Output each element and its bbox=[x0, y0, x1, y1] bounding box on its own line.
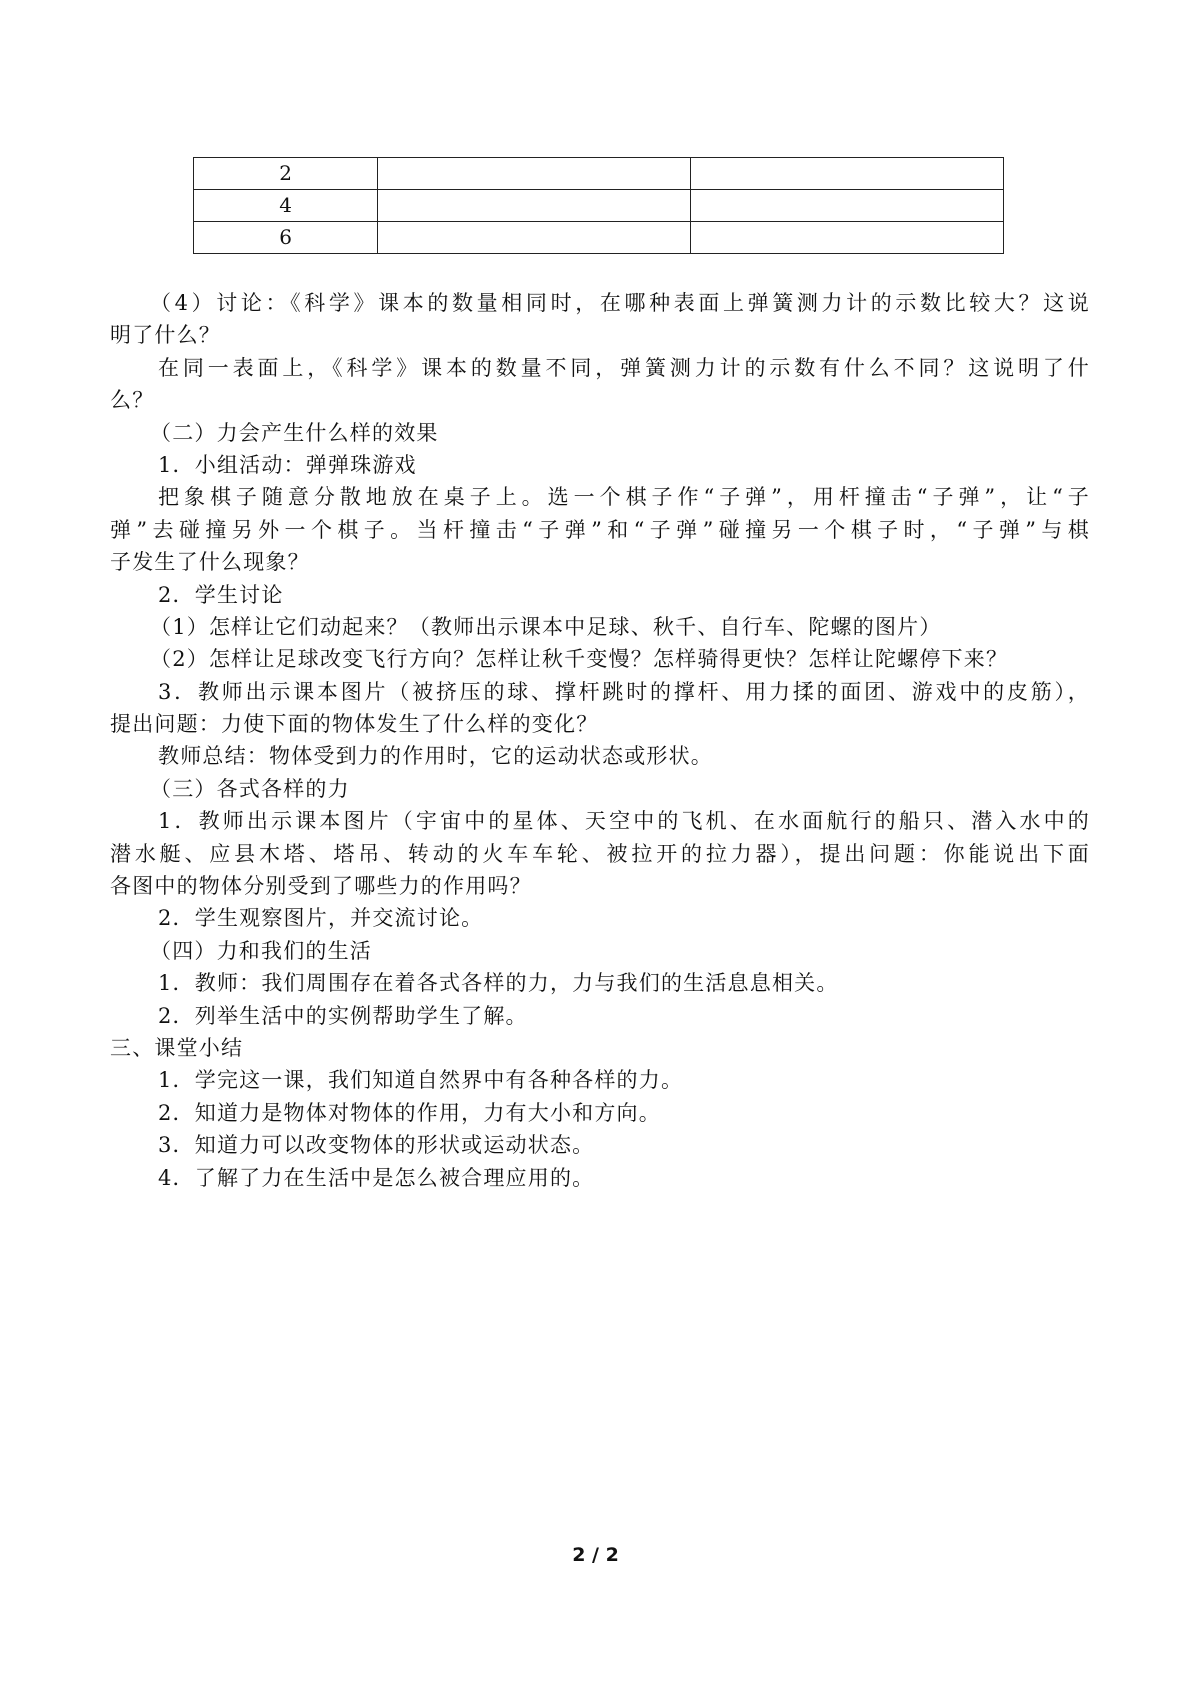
table-row bbox=[194, 158, 1004, 190]
data-table bbox=[193, 157, 1004, 254]
paragraph-line: 么？ bbox=[110, 388, 155, 413]
paragraph-line: 1．小组活动：弹弹珠游戏 bbox=[158, 452, 417, 477]
table-cell bbox=[378, 222, 690, 254]
paragraph-line: 子发生了什么现象？ bbox=[110, 550, 310, 575]
paragraph-line: 潜水艇、应县木塔、塔吊、转动的火车车轮、被拉开的拉力器），提出问题：你能说出下面 bbox=[110, 841, 1090, 866]
body-text bbox=[110, 287, 1090, 1194]
paragraph-line: （2）怎样让足球改变飞行方向？怎样让秋千变慢？怎样骑得更快？怎样让陀螺停下来？ bbox=[150, 647, 1009, 672]
table-cell bbox=[690, 158, 1003, 190]
section-heading: （三）各式各样的力 bbox=[150, 776, 350, 801]
paragraph-line: 在同一表面上，《科学》课本的数量不同，弹簧测力计的示数有什么不同？这说明了什 bbox=[158, 355, 1090, 380]
table-cell-count: 6 bbox=[194, 222, 378, 254]
page-number: 2 / 2 bbox=[572, 1544, 619, 1566]
table-cell bbox=[690, 190, 1003, 222]
summary-item: 1．学完这一课，我们知道自然界中有各种各样的力。 bbox=[158, 1068, 684, 1093]
table-cell bbox=[378, 158, 690, 190]
section-heading: （二）力会产生什么样的效果 bbox=[150, 420, 439, 445]
table-cell-count: 4 bbox=[194, 190, 378, 222]
table-cell bbox=[690, 222, 1003, 254]
paragraph-line: 1．教师：我们周围存在着各式各样的力，力与我们的生活息息相关。 bbox=[158, 971, 839, 996]
paragraph-line: 2．列举生活中的实例帮助学生了解。 bbox=[158, 1003, 528, 1028]
paragraph-line: 2．学生讨论 bbox=[158, 582, 284, 607]
paragraph-line: 提出问题：力使下面的物体发生了什么样的变化？ bbox=[110, 712, 599, 737]
paragraph-line: （4）讨论：《科学》课本的数量相同时，在哪种表面上弹簧测力计的示数比较大？这说 bbox=[150, 291, 1090, 315]
paragraph-line: 明了什么？ bbox=[110, 323, 221, 348]
paragraph-line: 3．教师出示课本图片（被挤压的球、撑杆跳时的撑杆、用力揉的面团、游戏中的皮筋）， bbox=[158, 679, 1090, 704]
paragraph-line: 1．教师出示课本图片（宇宙中的星体、天空中的飞机、在水面航行的船只、潜入水中的 bbox=[158, 809, 1090, 834]
paragraph-line: （1）怎样让它们动起来？（教师出示课本中足球、秋千、自行车、陀螺的图片） bbox=[150, 614, 942, 639]
summary-item: 3．知道力可以改变物体的形状或运动状态。 bbox=[158, 1133, 595, 1158]
section-heading: （四）力和我们的生活 bbox=[150, 938, 372, 963]
paragraph-line: 教师总结：物体受到力的作用时，它的运动状态或形状。 bbox=[158, 744, 713, 769]
paragraph-line: 2．学生观察图片，并交流讨论。 bbox=[158, 906, 484, 931]
section-heading: 三、课堂小结 bbox=[110, 1035, 244, 1060]
table-cell bbox=[378, 190, 690, 222]
paragraph-line: 弹”去碰撞另外一个棋子。当杆撞击“子弹”和“子弹”碰撞另一个棋子时，“子弹”与棋 bbox=[110, 517, 1090, 542]
summary-item: 4．了解了力在生活中是怎么被合理应用的。 bbox=[158, 1165, 595, 1190]
table-row bbox=[194, 190, 1004, 222]
summary-item: 2．知道力是物体对物体的作用，力有大小和方向。 bbox=[158, 1100, 661, 1125]
table-cell-count: 2 bbox=[194, 158, 378, 190]
table-row bbox=[194, 222, 1004, 254]
paragraph-line: 把象棋子随意分散地放在桌子上。选一个棋子作“子弹”，用杆撞击“子弹”，让“子 bbox=[158, 485, 1090, 510]
paragraph-line: 各图中的物体分别受到了哪些力的作用吗？ bbox=[110, 874, 532, 899]
